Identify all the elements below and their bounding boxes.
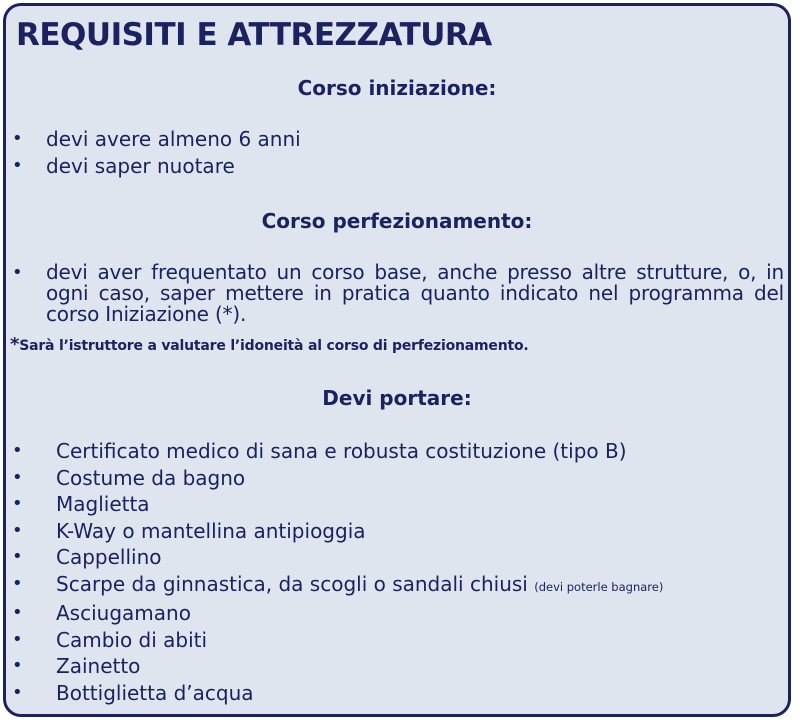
list-item: • Cappellino: [12, 545, 162, 569]
list-item: • Costume da bagno: [12, 465, 246, 490]
bullet-icon: •: [12, 519, 23, 541]
footnote-star: *: [10, 334, 20, 355]
list-item: • K-Way o mantellina antipioggia: [12, 518, 366, 543]
list-devi-portare: [6, 438, 788, 706]
perfezionamento-requirement: devi aver frequentato un corso base, anche presso altre strutture, o, in ogni caso, saper mettere in pratica quanto indicato nel programma del corso Iniziazione (*).: [46, 260, 784, 326]
list-iniziazione: [6, 126, 788, 179]
footnote-text: Sarà l’istruttore a valutare l’idoneità al corso di perfezionamento.: [19, 338, 529, 354]
bullet-icon: •: [12, 546, 23, 567]
bullet-icon: •: [12, 262, 23, 283]
bullet-icon: •: [12, 493, 23, 514]
page-title: REQUISITI E ATTREZZATURA: [16, 17, 492, 53]
bullet-icon: •: [12, 602, 23, 623]
list-item: • Asciugamano: [12, 601, 191, 625]
bullet-icon: •: [12, 655, 23, 676]
list-item: • Certificato medico di sana e robusta costituzione (tipo B): [12, 439, 627, 463]
list-item: • devi avere almeno 6 anni: [12, 127, 301, 151]
bullet-icon: •: [12, 154, 23, 176]
list-item: • Cambio di abiti: [12, 627, 208, 652]
list-item: • devi saper nuotare: [12, 153, 235, 178]
bullet-icon: •: [12, 628, 23, 650]
footnote: [10, 334, 529, 355]
heading-devi-portare: Devi portare:: [322, 386, 472, 410]
item-note: (devi poterle bagnare): [534, 579, 664, 594]
list-item: • Zainetto: [12, 654, 141, 678]
heading-corso-perfezionamento: Corso perfezionamento:: [261, 209, 533, 233]
list-item: • Maglietta: [12, 492, 150, 516]
bullet-icon: •: [12, 440, 23, 461]
list-item: [6, 262, 788, 325]
requirements-card: [3, 3, 791, 717]
bullet-icon: •: [12, 681, 23, 703]
list-item: • Scarpe da ginnastica, da scogli o sandali chiusi (devi poterle bagnare): [12, 571, 664, 596]
bullet-icon: •: [12, 128, 23, 149]
bullet-icon: •: [12, 466, 23, 488]
list-item: • Bottiglietta d’acqua: [12, 680, 254, 705]
heading-corso-iniziazione: Corso iniziazione:: [297, 76, 497, 100]
bullet-icon: •: [12, 572, 23, 594]
